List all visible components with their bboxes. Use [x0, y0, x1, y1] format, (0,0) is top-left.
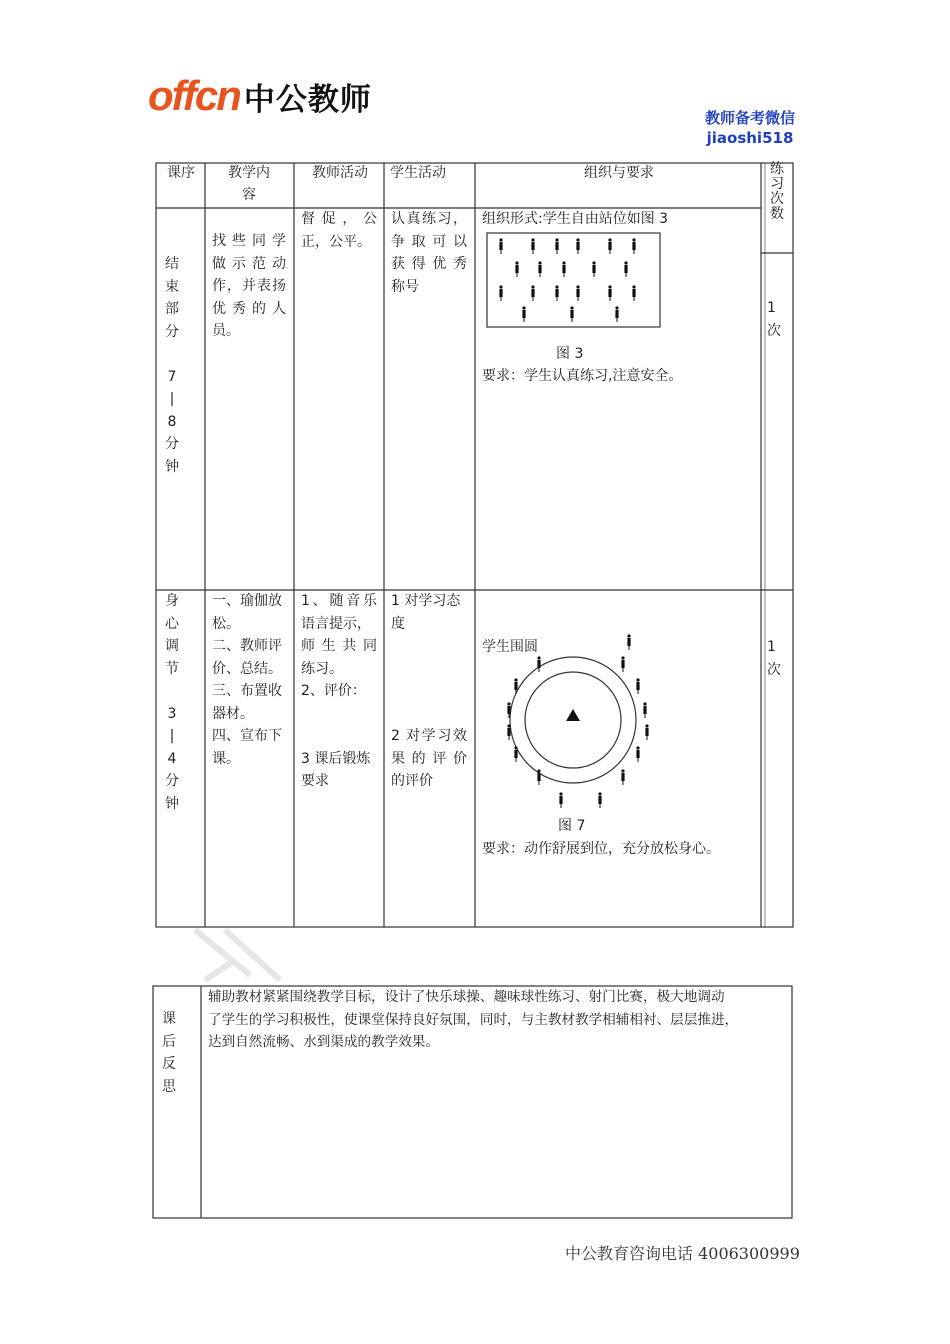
header-content: [209, 162, 289, 206]
row1-content-line: 优秀的人: [212, 300, 286, 317]
row1-section-char: 分: [165, 323, 179, 340]
row2-content-line: 四、宣布下: [212, 728, 282, 744]
student-figure-icon: [531, 238, 534, 254]
student-figure-icon: [608, 285, 611, 301]
student-figure-icon: [522, 306, 525, 322]
row1-requirement: 要求：学生认真练习,注意安全。: [482, 368, 683, 384]
student-figure-icon: [598, 792, 601, 808]
row2-section-char: [160, 680, 184, 703]
header-practice-count: [765, 162, 789, 222]
row2-student-line: 2 对学习效: [391, 728, 467, 744]
watermark-mark: [190, 925, 330, 985]
student-figure-icon: [643, 702, 646, 718]
row2-section-char: 节: [165, 660, 179, 677]
row2-section-char: 分: [165, 773, 179, 789]
row1-student-line: 称号: [391, 278, 419, 295]
header-lesson-order: 课序: [167, 165, 195, 181]
figure-3-formation: [486, 232, 662, 328]
student-figure-icon: [570, 306, 573, 322]
student-figure-icon: [538, 261, 541, 277]
figure-3-people: [499, 238, 635, 322]
row2-content-line: 器材。: [212, 705, 254, 722]
header-count-char: 数: [770, 206, 784, 222]
row2-content-line: 松。: [212, 615, 240, 632]
student-figure-icon: [562, 261, 565, 277]
row2-section-char: 调: [165, 638, 179, 654]
row1-student-line: 认真练习，: [391, 211, 467, 227]
row2-section-char: |: [169, 728, 175, 744]
student-figure-icon: [592, 261, 595, 277]
row2-student-line: 度: [391, 615, 405, 632]
row1-count-unit: 次: [767, 322, 781, 339]
logo-latin-text: offcn: [148, 72, 240, 119]
reflection-label-char: 课: [162, 1011, 176, 1027]
student-figure-icon: [615, 306, 618, 322]
row1-teacher: [301, 208, 377, 253]
reflection-label-char: 反: [162, 1056, 176, 1072]
student-figure-icon: [507, 724, 510, 740]
student-figure-icon: [632, 285, 635, 301]
student-figure-icon: [576, 285, 579, 301]
row1-section-char: 7: [167, 368, 177, 385]
student-figure-icon: [559, 792, 562, 808]
row1-org-title: 组织形式:学生自由站位如图 3: [482, 211, 669, 227]
row1-section-char: |: [169, 391, 175, 407]
row2-teacher-line: 练习。: [301, 660, 343, 677]
student-figure-icon: [555, 285, 558, 301]
header-student-activity: 学生活动: [390, 165, 446, 181]
row2-requirement: 要求：动作舒展到位，充分放松身心。: [482, 841, 720, 857]
header-content-line: 教学内: [228, 165, 270, 181]
student-figure-icon: [537, 656, 540, 672]
student-figure-icon: [632, 238, 635, 254]
row1-teacher-line: 督促，公: [301, 211, 377, 227]
student-figure-icon: [636, 678, 639, 694]
header-content-line: 容: [242, 187, 256, 203]
logo-chinese-text: 中公教师: [243, 81, 372, 118]
row2-section-char: 身: [165, 593, 179, 609]
row1-content: [212, 230, 286, 343]
row1-student: [391, 208, 467, 298]
student-figure-icon: [576, 238, 579, 254]
header-count-char: 习: [770, 176, 784, 192]
row1-student-line: 争取可以: [391, 233, 467, 250]
row2-section-char: 钟: [165, 795, 179, 812]
reflection-line: 达到自然流畅、水到渠成的教学效果。: [208, 1034, 440, 1050]
student-figure-icon: [537, 769, 540, 785]
row2-student-line: 的评价: [391, 773, 433, 789]
wechat-id: jiaoshi518: [706, 129, 794, 147]
student-figure-icon: [621, 769, 624, 785]
student-figure-icon: [499, 285, 502, 301]
row2-section-char: 心: [165, 615, 179, 632]
student-figure-icon: [514, 746, 517, 762]
row2-teacher-line: 2、评价：: [301, 683, 366, 699]
reflection-label: [158, 1008, 180, 1098]
row1-content-line: 作，并表扬: [212, 278, 286, 294]
student-figure-icon: [621, 656, 624, 672]
row2-teacher-line: 师生共同: [301, 638, 377, 654]
row1-figure-caption: 图 3: [556, 346, 584, 362]
row2-section-char: 4: [167, 750, 177, 767]
header-organization: 组织与要求: [584, 165, 654, 181]
row2-teacher-line: 3 课后锻炼: [301, 750, 371, 767]
row2-content-line: 价、总结。: [212, 660, 282, 677]
reflection-line: 了学生的学习积极性，使课堂保持良好氛围，同时，与主教材教学相辅相衬、层层推进，: [208, 1011, 739, 1028]
row2-teacher-line: [301, 725, 377, 748]
student-figure-icon: [608, 238, 611, 254]
reflection-line: 辅助教材紧紧围绕教学目标，设计了快乐球操、趣味球性练习、射门比赛，极大地调动: [208, 989, 725, 1005]
row2-teacher: [301, 590, 377, 793]
figure-7-people: [507, 634, 648, 808]
row1-content-line: 找些同学: [212, 233, 286, 249]
row2-content-line: 二、教师评: [212, 638, 282, 654]
row2-teacher-line: 语言提示，: [301, 615, 371, 632]
row1-section-char: 8: [167, 413, 177, 430]
row1-section-char: 束: [165, 278, 179, 295]
student-figure-icon: [645, 724, 648, 740]
row2-content-line: 课。: [212, 750, 240, 767]
row1-section-char: 分: [165, 436, 179, 452]
row2-student-attitude: [391, 590, 471, 635]
student-figure-icon: [627, 634, 630, 650]
row1-count-number: 1: [767, 300, 776, 316]
row2-section-char: 3: [167, 705, 177, 722]
row2-count-number: 1: [767, 639, 776, 655]
row2-teacher-line: 要求: [301, 773, 329, 789]
row2-count: [767, 636, 789, 681]
row2-count-unit: 次: [767, 661, 781, 678]
row1-teacher-line: 正，公平。: [301, 233, 371, 250]
row2-student-effect: [391, 725, 467, 793]
row2-teacher-line: [301, 703, 377, 726]
wechat-label: 教师备考微信: [704, 109, 795, 127]
reflection-label-char: 后: [162, 1033, 176, 1050]
footer-hotline: 中公教育咨询电话 4006300999: [565, 1244, 800, 1263]
row1-count: [767, 297, 789, 342]
row1-content-line: 做示范动: [212, 255, 286, 272]
header-count-char: 练: [770, 161, 784, 177]
header-teacher-activity: 教师活动: [312, 165, 368, 181]
header-count-char: 次: [770, 191, 784, 207]
figure-7-circle: [483, 628, 663, 818]
offcn-logo: [148, 68, 372, 124]
row2-teacher-line: 1、随音乐: [301, 593, 377, 609]
student-figure-icon: [555, 238, 558, 254]
row1-student-line: 获得优秀: [391, 256, 467, 272]
row1-section-char: 钟: [165, 458, 179, 475]
student-figure-icon: [531, 285, 534, 301]
row2-content-line: 三、布置收: [212, 683, 282, 699]
row1-section-char: 结: [165, 256, 179, 272]
reflection-text: [208, 986, 788, 1054]
row2-student-line: 果的评价: [391, 750, 467, 767]
student-figure-icon: [636, 746, 639, 762]
row2-content: [212, 590, 292, 770]
student-figure-icon: [515, 261, 518, 277]
row2-student-line: 1 对学习态: [391, 593, 461, 609]
teacher-triangle-icon: [566, 709, 580, 721]
row1-section-char: [160, 343, 184, 366]
row1-content-line: 员。: [212, 323, 240, 339]
row1-section: [160, 253, 184, 478]
reflection-label-char: 思: [162, 1078, 176, 1095]
wechat-contact: [690, 108, 810, 148]
row1-section-char: 部: [165, 301, 179, 317]
row2-section: [160, 590, 184, 815]
student-figure-icon: [499, 238, 502, 254]
student-figure-icon: [624, 261, 627, 277]
row2-org-title: 学生围圆: [482, 639, 538, 655]
row2-content-line: 一、瑜伽放: [212, 593, 282, 609]
row2-figure-caption: 图 7: [558, 818, 586, 834]
